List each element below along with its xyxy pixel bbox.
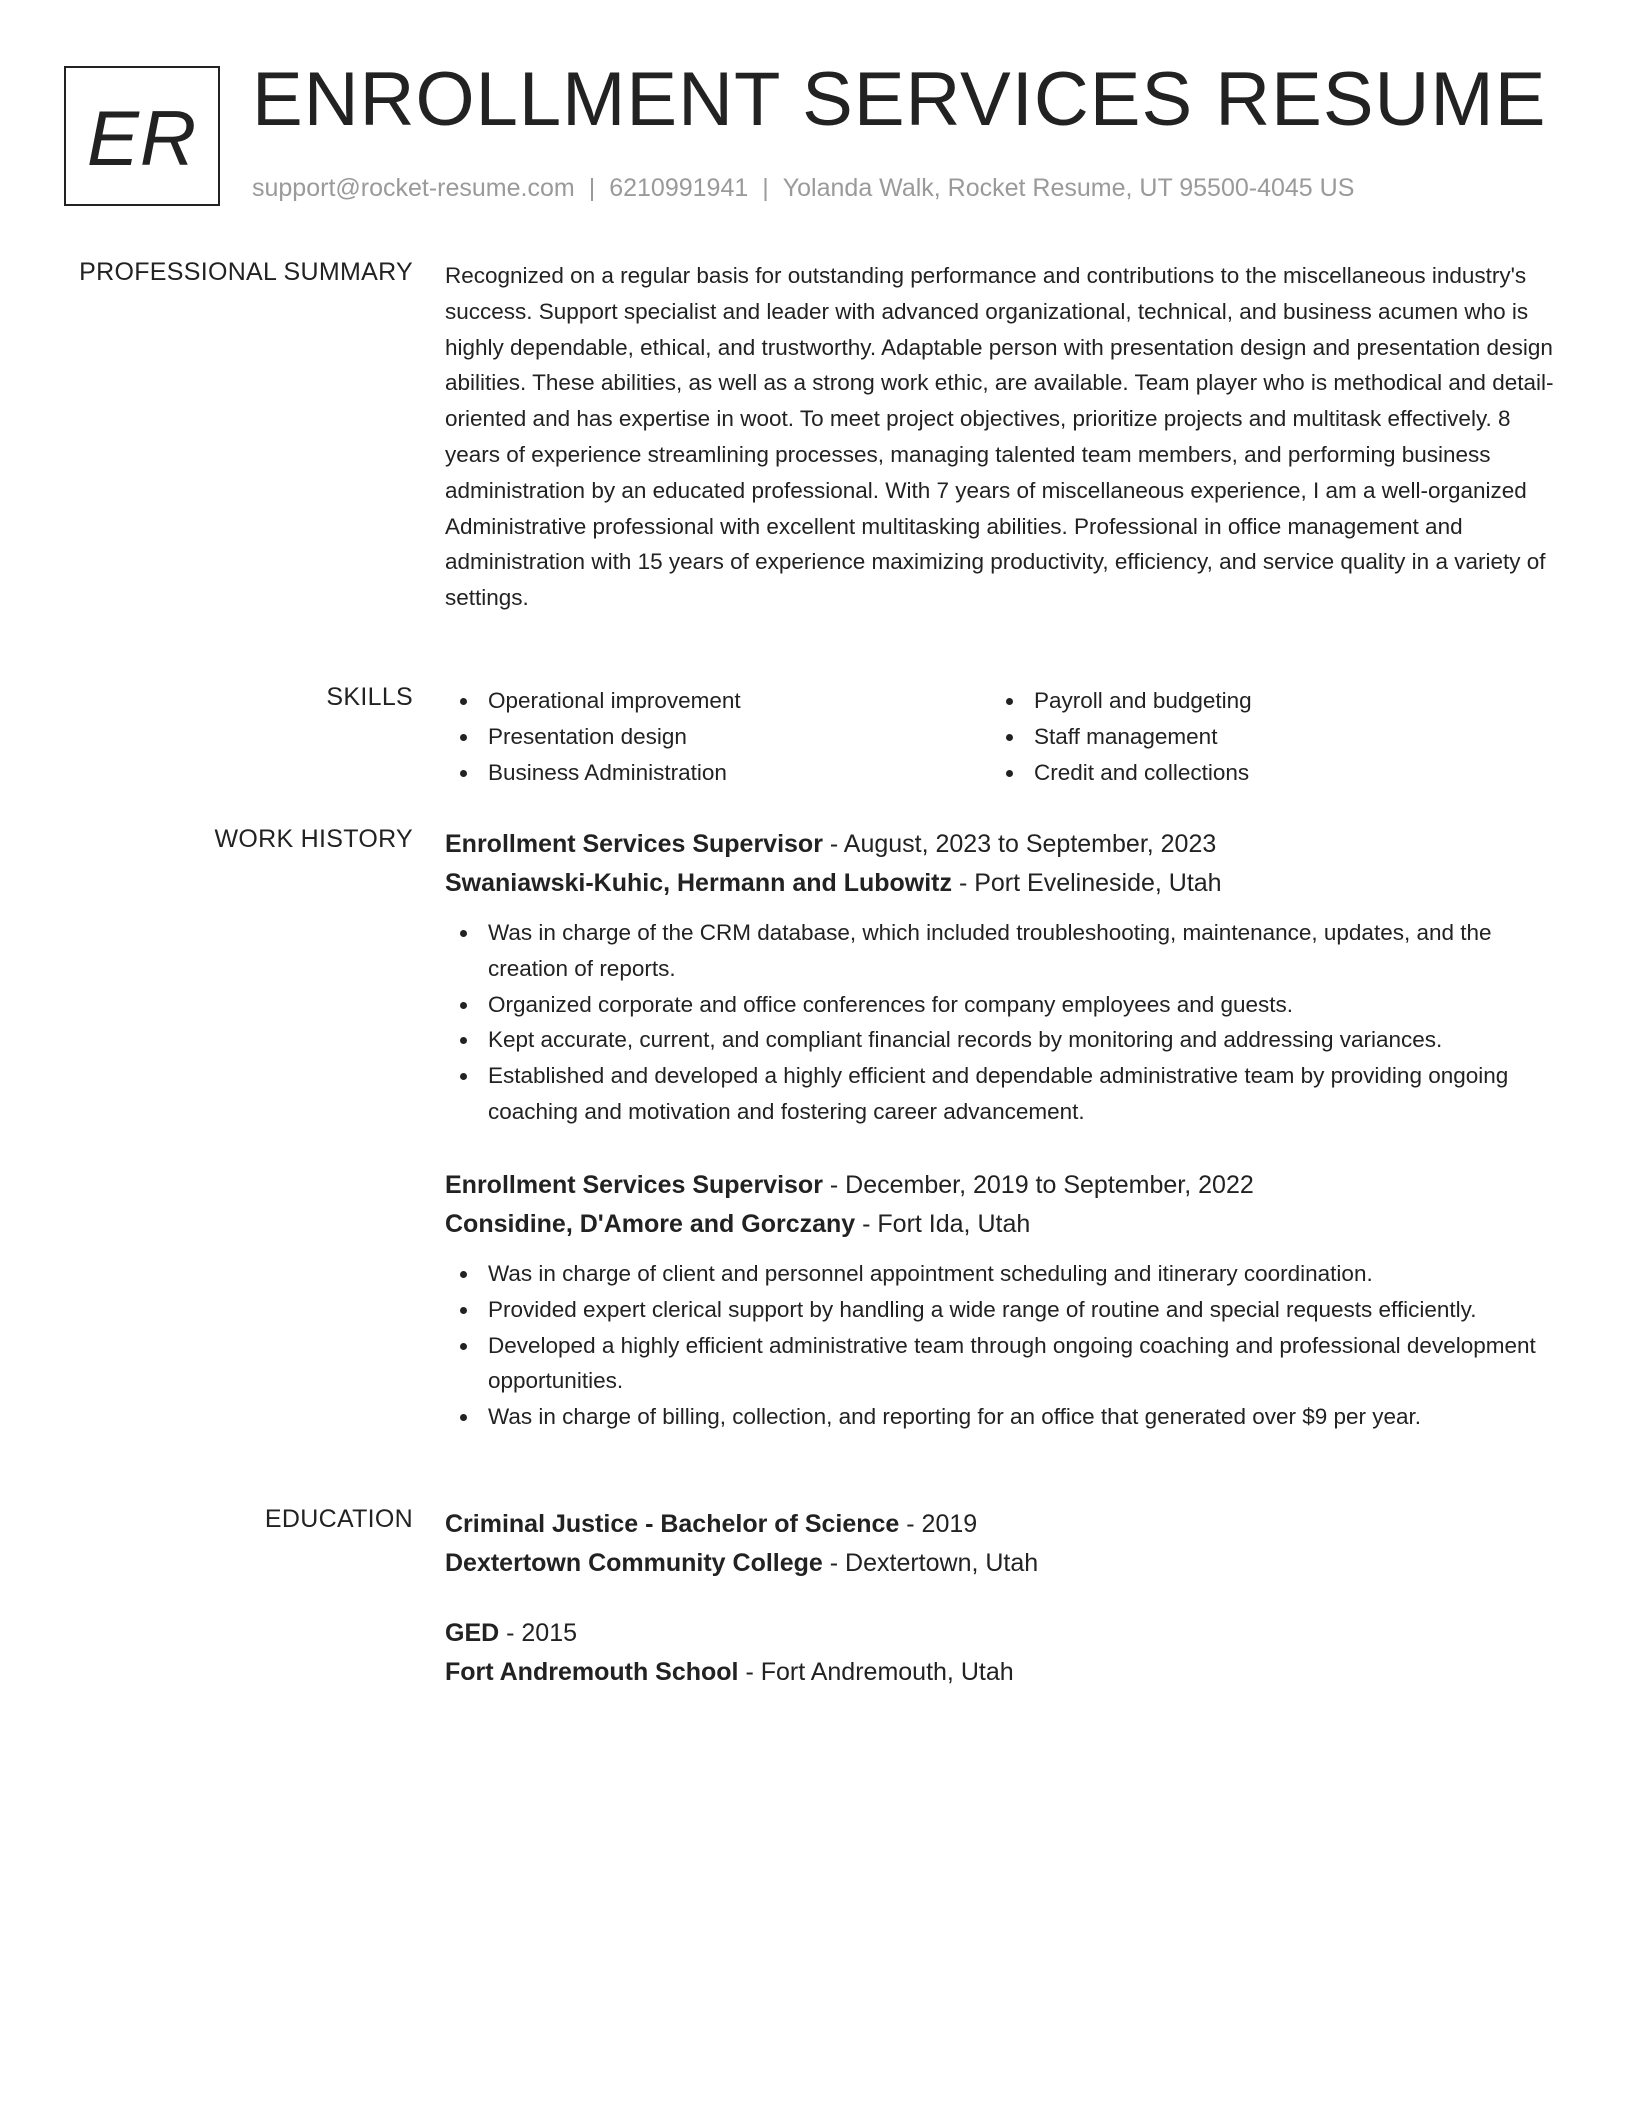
summary-heading: PROFESSIONAL SUMMARY bbox=[79, 258, 413, 286]
contact-address: Yolanda Walk, Rocket Resume, UT 95500-4045 US bbox=[782, 174, 1355, 202]
skills-grid bbox=[445, 683, 1561, 790]
job-title: Enrollment Services Supervisor bbox=[445, 1171, 823, 1199]
job-company-line bbox=[445, 1205, 1561, 1244]
contact-email: support@rocket-resume.com bbox=[252, 174, 575, 202]
job-bullet: Organized corporate and office conferences for company employees and guests. bbox=[445, 987, 1561, 1023]
education-entry bbox=[445, 1614, 1561, 1692]
job-location: - Port Evelineside, Utah bbox=[952, 869, 1222, 897]
education-degree: Criminal Justice - Bachelor of Science bbox=[445, 1510, 900, 1538]
skills-column-right bbox=[991, 683, 1537, 790]
job-bullet: Was in charge of client and personnel appointment scheduling and itinerary coordination. bbox=[445, 1256, 1561, 1292]
job-bullet-list bbox=[445, 915, 1561, 1130]
monogram-badge bbox=[64, 66, 220, 206]
job-company-line bbox=[445, 864, 1561, 903]
education-degree-line bbox=[445, 1614, 1561, 1653]
job-bullet: Provided expert clerical support by handling a wide range of routine and special requests efficiently. bbox=[445, 1292, 1561, 1328]
work-history-body-2 bbox=[445, 1166, 1561, 1435]
education-location: - Fort Andremouth, Utah bbox=[738, 1658, 1014, 1686]
job-bullet-list bbox=[445, 1256, 1561, 1435]
job-title: Enrollment Services Supervisor bbox=[445, 830, 823, 858]
skill-item: Presentation design bbox=[445, 719, 991, 755]
job-entry bbox=[445, 1166, 1561, 1435]
education-location: - Dextertown, Utah bbox=[822, 1549, 1039, 1577]
resume-title: ENROLLMENT SERVICES RESUME bbox=[252, 57, 1547, 142]
skill-item: Operational improvement bbox=[445, 683, 991, 719]
job-dates: - December, 2019 to September, 2022 bbox=[822, 1171, 1254, 1199]
education-degree: GED bbox=[445, 1619, 500, 1647]
contact-separator: | bbox=[588, 174, 596, 202]
education-body bbox=[445, 1505, 1561, 1583]
education-year: - 2019 bbox=[899, 1510, 978, 1538]
skills-heading: SKILLS bbox=[326, 683, 413, 711]
job-company: Considine, D'Amore and Gorczany bbox=[445, 1210, 856, 1238]
job-bullet: Was in charge of the CRM database, which included troubleshooting, maintenance, updates, and the creation of reports. bbox=[445, 915, 1561, 987]
monogram-initials: ER bbox=[86, 93, 198, 182]
job-dates: - August, 2023 to September, 2023 bbox=[822, 830, 1217, 858]
work-history-body bbox=[445, 825, 1561, 1130]
education-school-line bbox=[445, 1544, 1561, 1583]
education-school-line bbox=[445, 1653, 1561, 1692]
skill-item: Credit and collections bbox=[991, 755, 1537, 791]
skill-item: Business Administration bbox=[445, 755, 991, 791]
contact-separator: | bbox=[762, 174, 769, 202]
job-title-line bbox=[445, 1166, 1561, 1205]
contact-line bbox=[252, 174, 1354, 203]
summary-body bbox=[445, 258, 1561, 616]
education-body-2 bbox=[445, 1614, 1561, 1692]
job-bullet: Was in charge of billing, collection, and reporting for an office that generated over $9 per year. bbox=[445, 1399, 1561, 1435]
education-degree-line bbox=[445, 1505, 1561, 1544]
skills-body bbox=[445, 683, 1561, 790]
education-heading: EDUCATION bbox=[264, 1505, 413, 1533]
summary-text: Recognized on a regular basis for outstanding performance and contributions to the miscellaneous industry's success. Support specialist and leader with advanced organizational, technical, and business acumen who is highly dependable, ethical, and trustworthy. Adaptable person with presentation design and presentation design abilities. These abilities, as well as a strong work ethic, are available. Team player who is methodical and detail-oriented and has expertise in woot. To meet project objectives, prioritize projects and multitask effectively. 8 years of experience streamlining processes, managing talented team members, and performing business administration by an educated professional. With 7 years of miscellaneous experience, I am a well-organized Administrative professional with excellent multitasking abilities. Professional in office management and administration with 15 years of experience maximizing productivity, efficiency, and service quality in a variety of settings. bbox=[445, 263, 1554, 611]
skills-column-left bbox=[445, 683, 991, 790]
skill-item: Staff management bbox=[991, 719, 1537, 755]
education-entry bbox=[445, 1505, 1561, 1583]
job-location: - Fort Ida, Utah bbox=[855, 1210, 1031, 1238]
education-year: - 2015 bbox=[499, 1619, 578, 1647]
contact-phone: 6210991941 bbox=[609, 174, 749, 202]
skill-item: Payroll and budgeting bbox=[991, 683, 1537, 719]
job-entry bbox=[445, 825, 1561, 1130]
job-bullet: Kept accurate, current, and compliant financial records by monitoring and addressing variances. bbox=[445, 1022, 1561, 1058]
job-title-line bbox=[445, 825, 1561, 864]
education-school: Dextertown Community College bbox=[445, 1549, 823, 1577]
job-bullet: Developed a highly efficient administrative team through ongoing coaching and professional development opportunities. bbox=[445, 1328, 1561, 1400]
job-company: Swaniawski-Kuhic, Hermann and Lubowitz bbox=[445, 869, 953, 897]
job-bullet: Established and developed a highly efficient and dependable administrative team by providing ongoing coaching and motivation and fostering career advancement. bbox=[445, 1058, 1561, 1130]
work-history-heading: WORK HISTORY bbox=[214, 825, 413, 853]
education-school: Fort Andremouth School bbox=[445, 1658, 739, 1686]
